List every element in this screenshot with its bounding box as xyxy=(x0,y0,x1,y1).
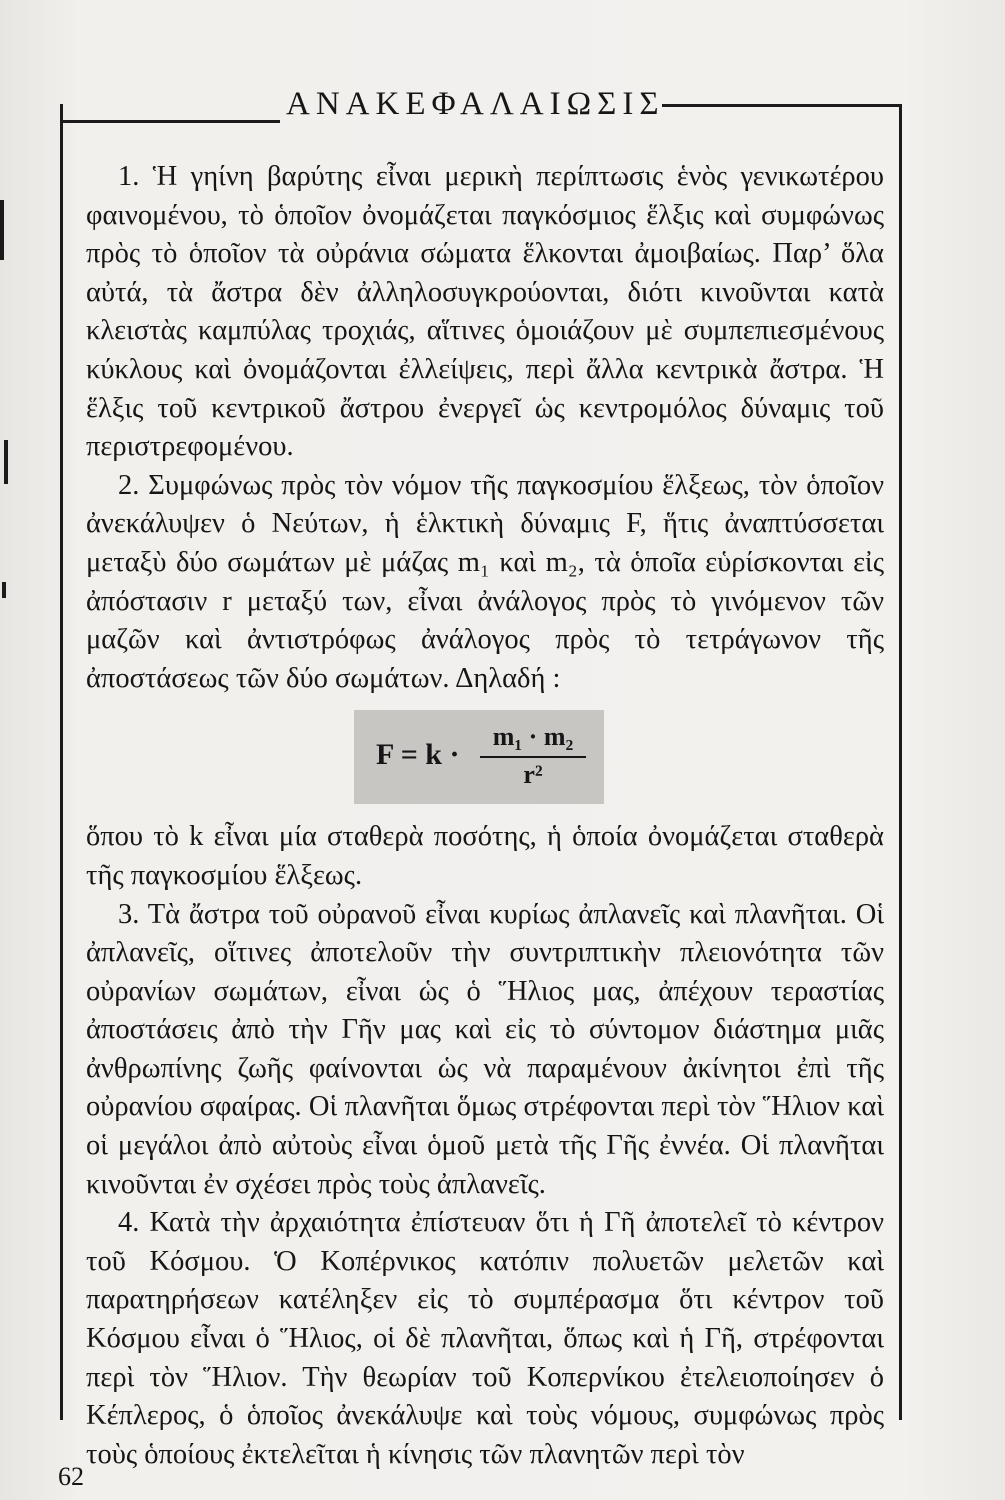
formula-block xyxy=(86,698,884,818)
frame-top-left-rule xyxy=(60,120,280,123)
paragraph-formula-note: ὅπου τὸ k εἶναι μία σταθερὰ ποσότης, ἡ ὁποία ὀνομάζεται σταθερὰ τῆς παγκοσμίου ἕλξεως. xyxy=(86,821,884,891)
formula-lhs: F = k · xyxy=(376,738,460,772)
paragraph-3: 3. Τὰ ἄστρα τοῦ οὐρανοῦ εἶναι κυρίως ἀπλανεῖς καὶ πλανῆται. Οἱ ἀπλανεῖς, οἵτινες ἀποτελοῦν τὴν συντριπτικὴν πλειονότητα τῶν οὐρανίων σωμάτων, εἶναι ὡς ὁ Ἥλιος μας, ἀπέχουν τεραστίας ἀποστάσεις ἀπὸ τὴν Γῆν μας καὶ εἰς τὸ σύντομον διάστημα μιᾶς ἀνθρωπίνης ζωῆς φαίνονται ὡς νὰ παραμένουν ἀκίνητοι ἐπὶ τῆς οὐρανίου σφαίρας. Οἱ πλανῆται ὅμως στρέφονται περὶ τὸν Ἥλιον καὶ οἱ μεγάλοι ἀπὸ αὐτοὺς εἶναι ὁμοῦ μετὰ τῆς Γῆς ἐννέα. Οἱ πλανῆται κινοῦνται ἐν σχέσει πρὸς τοὺς ἀπλανεῖς. xyxy=(86,898,884,1200)
binding-shadow-mark xyxy=(2,582,6,598)
summary-text xyxy=(86,158,884,1474)
formula-denominator: r² xyxy=(523,760,543,790)
paragraph-1: 1. Ἡ γηίνη βαρύτης εἶναι μερικὴ περίπτωσις ἑνὸς γενικωτέρου φαινομένου, τὸ ὁποῖον ὀνομάζεται παγκόσμιος ἕλξις καὶ συμφώνως πρὸς τὸ ὁποῖον τὰ οὐράνια σώματα ἕλκονται ἀμοιβαίως. Παρ’ ὅλα αὐτά, τὰ ἄστρα δὲν ἀλληλοσυγκρούονται, διότι κινοῦνται κατὰ κλειστὰς καμπύλας τροχιάς, αἵτινες ὁμοιάζουν μὲ συμπεπιεσμένους κύκλους καὶ ὀνομάζονται ἐλλείψεις, περὶ ἄλλα κεντρικὰ ἄστρα. Ἡ ἕλξις τοῦ κεντρικοῦ ἄστρου ἐνεργεῖ ὡς κεντρομόλος δύναμις τοῦ περιστρεφομένου. xyxy=(86,161,884,463)
binding-shadow-mark xyxy=(0,200,4,260)
page-number: 62 xyxy=(58,1462,84,1491)
paragraph-4: 4. Κατὰ τὴν ἀρχαιότητα ἐπίστευαν ὅτι ἡ Γῆ ἀποτελεῖ τὸ κέντρον τοῦ Κόσμου. Ὁ Κοπέρνικος κατόπιν πολυετῶν μελετῶν καὶ παρατηρήσεων κατέληξεν εἰς τὸ συμπέρασμα ὅτι κέντρον τοῦ Κόσμου εἶναι ὁ Ἥλιος, οἱ δὲ πλανῆται, ὅπως καὶ ἡ Γῆ, στρέφονται περὶ τὸν Ἥλιον. Τὴν θεωρίαν τοῦ Κοπερνίκου ἐτελειοποίησεν ὁ Κέπλερος, ὁ ὁποῖος ἀνεκάλυψε καὶ τοὺς νόμους, συμφώνως πρὸς τοὺς ὁποίους ἐκτελεῖται ἡ κίνησις τῶν πλανητῶν περὶ τὸν xyxy=(86,1207,884,1470)
frame-top-right-rule xyxy=(662,104,902,107)
formula-fraction xyxy=(480,720,586,792)
section-heading: ΑΝΑΚΕΦΑΛΑΙΩΣΙΣ xyxy=(286,86,665,122)
gravitation-formula xyxy=(354,710,604,804)
binding-shadow-mark xyxy=(4,440,8,484)
paragraph-2: 2. Συμφώνως πρὸς τὸν νόμον τῆς παγκοσμίου ἕλξεως, τὸν ὁποῖον ἀνεκάλυψεν ὁ Νεύτων, ἡ ἑλκτικὴ δύναμις F, ἥτις ἀναπτύσσεται μεταξὺ δύο σωμάτων μὲ μάζας m₁ καὶ m₂, τὰ ὁποῖα εὑρίσκονται εἰς ἀπόστασιν r μεταξύ των, εἶναι ἀνάλογος πρὸς τὸ γινόμενον τῶν μαζῶν καὶ ἀντιστρόφως ἀνάλογος πρὸς τὸ τετράγωνον τῆς ἀποστάσεως τῶν δύο σωμάτων. Δηλαδή : xyxy=(86,469,884,694)
formula-numerator: m₁ · m₂ xyxy=(492,722,574,752)
